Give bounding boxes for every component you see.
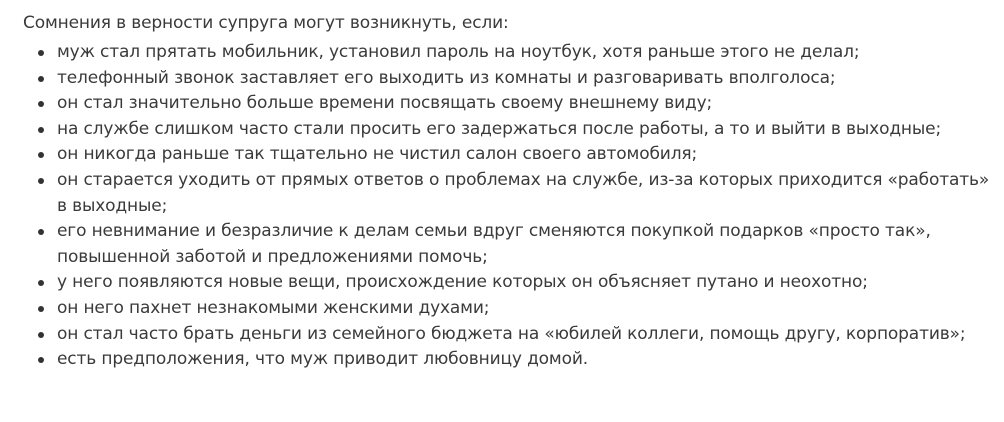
list-item — [23, 117, 1004, 143]
bullet-icon — [38, 178, 44, 184]
list-item — [23, 66, 1004, 92]
list-item — [23, 142, 1004, 168]
list-item — [23, 40, 1004, 66]
list-item-text: он никогда раньше так тщательно не чистил салон своего автомобиля; — [57, 144, 698, 165]
bullet-icon — [38, 152, 44, 158]
signs-list — [23, 40, 1004, 373]
list-item-text: у него появляются новые вещи, происхождение которых он объясняет путано и неохотно; — [57, 272, 868, 293]
list-item-text: он стал часто брать деньги из семейного бюджета на «юбилей коллеги, помощь другу, корпоратив»; — [57, 323, 966, 344]
list-item — [23, 296, 1004, 322]
bullet-icon — [38, 280, 44, 286]
bullet-icon — [38, 127, 44, 133]
intro-text: Сомнения в верности супруга могут возникнуть, если: — [23, 13, 509, 33]
list-item — [23, 347, 1004, 373]
list-item — [23, 322, 1004, 348]
list-item — [23, 270, 1004, 296]
bullet-icon — [38, 357, 44, 363]
bullet-icon — [38, 332, 44, 338]
list-item-text: он него пахнет незнакомыми женскими духами; — [57, 297, 490, 318]
list-item-text: муж стал прятать мобильник, установил пароль на ноутбук, хотя раньше этого не делал; — [57, 42, 860, 62]
list-item-text: он стал значительно больше времени посвящать своему внешнему виду; — [57, 93, 713, 114]
list-item-text: его невнимание и безразличие к делам семьи вдруг сменяются покупкой подарков «просто так», повышенной заботой и предложениями помочь; — [57, 221, 931, 267]
list-item — [23, 219, 1004, 270]
list-item — [23, 168, 1004, 219]
list-item-text: он старается уходить от прямых ответов о проблемах на службе, из-за которых приходится «работать» в выходные; — [57, 169, 990, 216]
list-item-text: телефонный звонок заставляет его выходить из комнаты и разговаривать вполголоса; — [57, 67, 836, 88]
bullet-icon — [38, 76, 44, 82]
list-item-text: есть предположения, что муж приводит любовницу домой. — [57, 349, 589, 370]
bullet-icon — [38, 101, 44, 107]
list-item — [23, 91, 1004, 117]
list-item-text: на службе слишком часто стали просить его задержаться после работы, а то и выйти в выходные; — [57, 118, 942, 139]
bullet-icon — [38, 229, 44, 235]
bullet-icon — [38, 306, 44, 312]
bullet-icon — [38, 50, 44, 56]
